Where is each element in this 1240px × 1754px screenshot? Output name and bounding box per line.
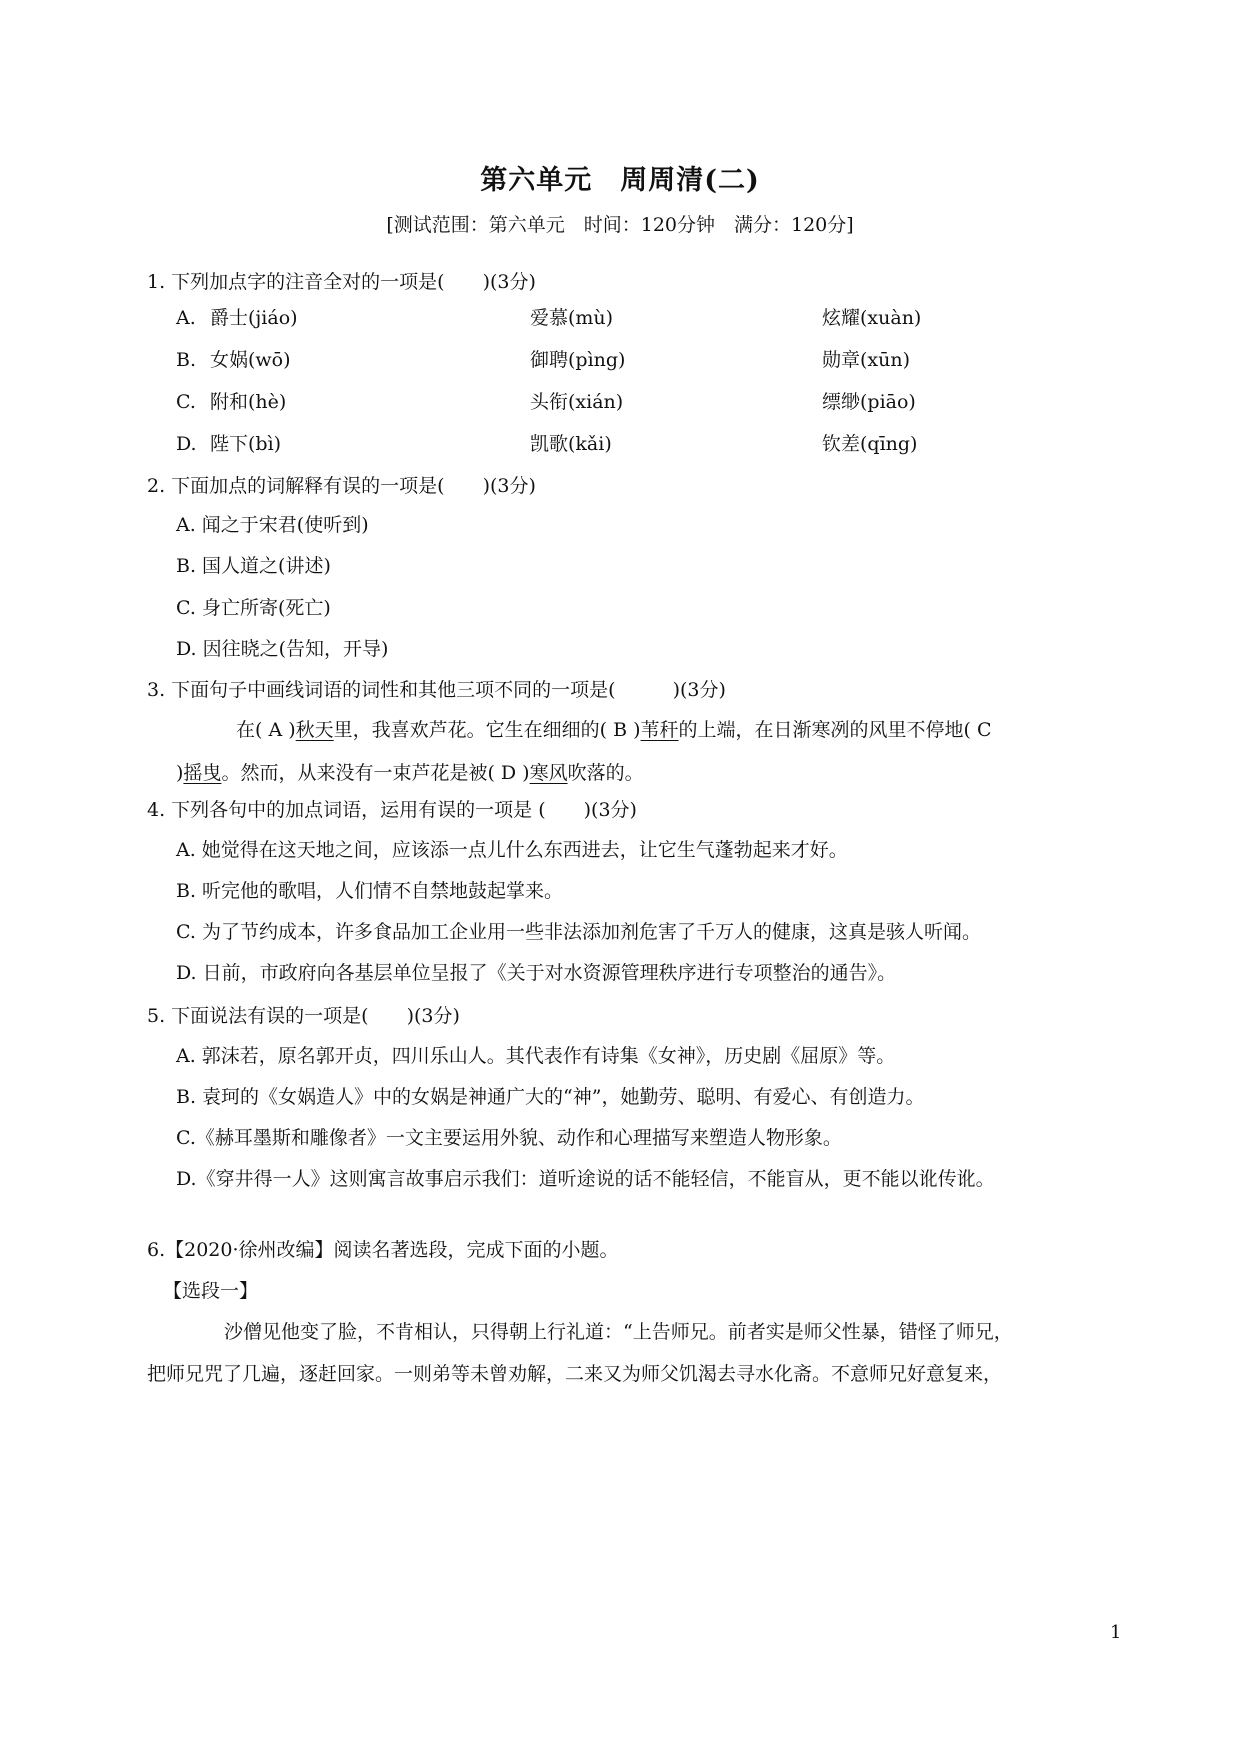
question-2-option-c: C. 身亡所寄(死亡) <box>176 597 331 619</box>
question-6-passage-line-2: 把师兄咒了几遍，逐赶回家。一则弟等未曾劝解，二来又为师父饥渴去寻水化斋。不意师兄好意复来， <box>147 1363 1003 1385</box>
option-item: 陛下(bì) <box>210 433 282 455</box>
question-5-option-b: B. 袁珂的《女娲造人》中的女娲是神通广大的“神”，她勤劳、聪明、有爱心、有创造力。 <box>176 1086 925 1108</box>
question-3-passage-line-1 <box>236 718 992 742</box>
page-title: 第六单元 周周清(二) <box>480 165 760 196</box>
passage-text: 。然而，从来没有一束芦花是被( D ) <box>221 762 530 784</box>
question-4-stem: 4. 下列各句中的加点词语，运用有误的一项是 ( )(3分) <box>147 799 637 821</box>
question-4-option-a: A. 她觉得在这天地之间，应该添一点儿什么东西进去，让它生气蓬勃起来才好。 <box>176 839 848 861</box>
page-number: 1 <box>1110 1622 1122 1643</box>
option-item: 头衔(xián) <box>530 391 624 413</box>
question-5-option-c: C.《赫耳墨斯和雕像者》一文主要运用外貌、动作和心理描写来塑造人物形象。 <box>176 1127 842 1149</box>
question-5-option-a: A. 郭沫若，原名郭开贞，四川乐山人。其代表作有诗集《女神》，历史剧《屈原》等。 <box>176 1045 896 1067</box>
option-item: 勋章(xūn) <box>822 349 911 371</box>
passage-text: ) <box>176 762 184 784</box>
question-4-option-c: C. 为了节约成本，许多食品加工企业用一些非法添加剂危害了千万人的健康，这真是骇人听闻。 <box>176 921 981 943</box>
option-item: 附和(hè) <box>210 391 287 413</box>
option-item: 爱慕(mù) <box>530 307 614 329</box>
question-6-section-label: 【选段一】 <box>163 1280 259 1302</box>
option-label: B. <box>176 349 197 371</box>
option-item: 爵士(jiáo) <box>210 307 298 329</box>
question-2-option-d: D. 因往晓之(告知，开导) <box>176 638 389 660</box>
question-6-stem: 6.【2020·徐州改编】阅读名著选段，完成下面的小题。 <box>147 1239 619 1261</box>
passage-text: 吹落的。 <box>567 762 644 784</box>
option-item: 凯歌(kǎi) <box>530 433 612 455</box>
question-4-option-d: D. 日前，市政府向各基层单位呈报了《关于对水资源管理秩序进行专项整治的通告》。 <box>176 962 897 984</box>
underlined-word: 摇曳 <box>183 762 222 784</box>
option-item: 缥缈(piāo) <box>822 391 916 413</box>
passage-text: 的上端，在日渐寒冽的风里不停地( C <box>678 719 992 741</box>
option-label: D. <box>176 433 197 455</box>
option-item: 钦差(qīng) <box>822 433 918 455</box>
underlined-word: 苇秆 <box>640 719 679 741</box>
question-2-option-b: B. 国人道之(讲述) <box>176 555 331 577</box>
page-subtitle: [测试范围：第六单元 时间：120分钟 满分：120分] <box>386 214 854 236</box>
question-1-stem: 1. 下列加点字的注音全对的一项是( )(3分) <box>147 271 536 293</box>
passage-text: 里，我喜欢芦花。它生在细细的( B ) <box>333 719 641 741</box>
question-5-stem: 5. 下面说法有误的一项是( )(3分) <box>147 1005 460 1027</box>
question-3-passage-line-2 <box>176 761 644 785</box>
question-5-option-d: D.《穿井得一人》这则寓言故事启示我们：道听途说的话不能轻信，不能盲从，更不能以讹传讹。 <box>176 1168 995 1190</box>
question-4-option-b: B. 听完他的歌唱，人们情不自禁地鼓起掌来。 <box>176 880 564 902</box>
option-label: A. <box>176 307 196 329</box>
underlined-word: 寒风 <box>529 762 568 784</box>
passage-text: 在( A ) <box>236 719 296 741</box>
underlined-word: 秋天 <box>295 719 334 741</box>
option-item: 炫耀(xuàn) <box>822 307 922 329</box>
question-2-option-a: A. 闻之于宋君(使听到) <box>176 514 369 536</box>
question-3-stem: 3. 下面句子中画线词语的词性和其他三项不同的一项是( )(3分) <box>147 679 726 701</box>
option-item: 御聘(pìng) <box>530 349 626 371</box>
question-6-passage-line-1: 沙僧见他变了脸，不肯相认，只得朝上行礼道：“上告师兄。前者实是师父性暴，错怪了师兄， <box>224 1321 1013 1343</box>
option-item: 女娲(wō) <box>210 349 291 371</box>
question-2-stem: 2. 下面加点的词解释有误的一项是( )(3分) <box>147 475 536 497</box>
option-label: C. <box>176 391 196 413</box>
